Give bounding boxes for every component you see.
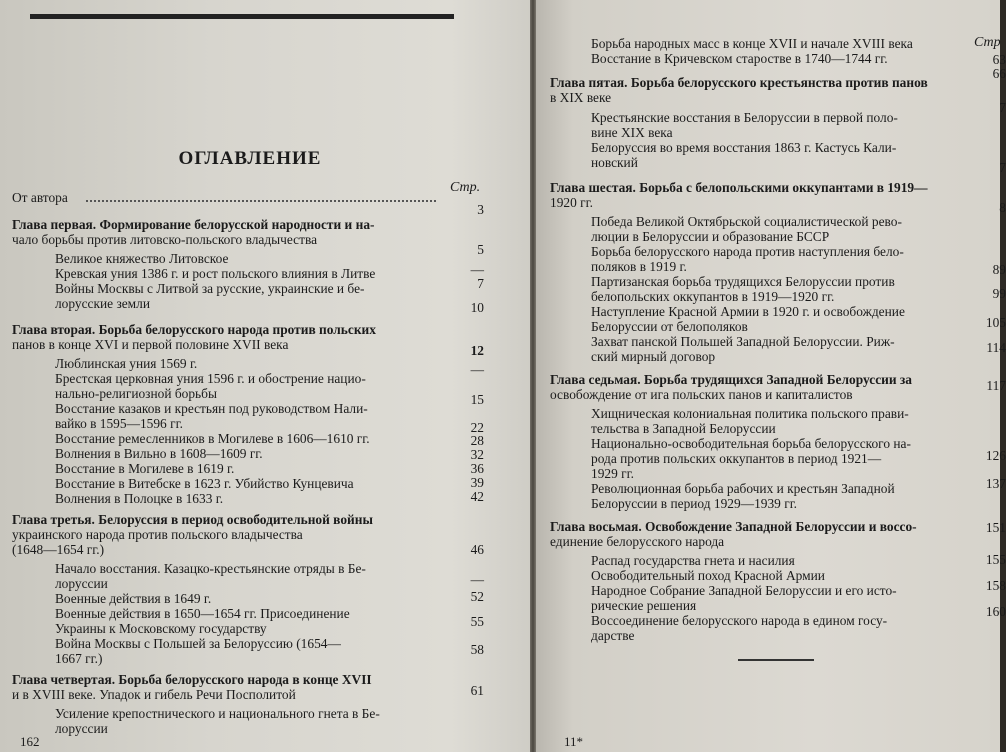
page-number: 58 <box>470 642 484 657</box>
page-number: 89 <box>992 262 1006 277</box>
chapter-5-label: Глава пятая. Борьба белорусского крестьянства против панов <box>550 75 928 90</box>
page-number: 5 <box>477 242 484 257</box>
toc-section[interactable]: Военные действия в 1649 г. <box>55 591 212 606</box>
page-number: 160 <box>985 604 1006 619</box>
page-number: 7 <box>999 100 1006 115</box>
toc-section-cont: новский <box>591 155 638 170</box>
toc-chapter-2-cont: панов в конце XVI и первой половине XVII века <box>12 337 289 352</box>
toc-chapter-8[interactable] <box>550 519 917 534</box>
toc-section[interactable]: Хищническая колониальная политика польского прави- <box>591 406 909 421</box>
leader-dots <box>86 200 436 202</box>
toc-section[interactable]: Восстание в Кричевском старостве в 1740—1744 гг. <box>591 51 888 66</box>
toc-section[interactable]: Волнения в Вильно в 1608—1609 гг. <box>55 446 263 461</box>
toc-section[interactable]: Освободительный поход Красной Армии <box>591 568 825 583</box>
page-number: 22 <box>470 420 484 435</box>
page-number: 28 <box>470 433 484 448</box>
toc-chapter-2[interactable] <box>12 322 376 337</box>
toc-section-cont: люции в Белоруссии и образование БССР <box>591 229 830 244</box>
toc-section[interactable]: Партизанская борьба трудящихся Белоруссии против <box>591 274 895 289</box>
toc-section[interactable]: Война Москвы с Польшей за Белоруссию (1654— <box>55 636 341 651</box>
page-number: 36 <box>470 461 484 476</box>
toc-section-cont: лорусские земли <box>55 296 150 311</box>
end-rule <box>738 659 814 661</box>
toc-chapter-1-cont: чало борьбы против литовско-польского владычества <box>12 232 318 247</box>
toc-chapter-4-cont: и в XVIII веке. Упадок и гибель Речи Посполитой <box>12 687 296 702</box>
toc-section-cont: дарстве <box>591 628 635 643</box>
toc-section[interactable]: Великое княжество Литовское <box>55 251 229 266</box>
toc-author-line[interactable]: От автора <box>12 190 68 205</box>
toc-section[interactable]: Крестьянские восстания в Белоруссии в первой поло- <box>591 110 898 125</box>
toc-chapter-5-cont: в XIX веке <box>550 90 612 105</box>
toc-section[interactable]: Воссоединение белорусского народа в едином госу- <box>591 613 888 628</box>
page-number: 61 <box>470 683 484 698</box>
toc-section[interactable]: Борьба народных масс в конце XVII и начале XVIII века <box>591 36 913 51</box>
page-number: 117 <box>986 378 1006 393</box>
toc-section-cont: тельства в Западной Белоруссии <box>591 421 776 436</box>
toc-section[interactable]: Войны Москвы с Литвой за русские, украинские и бе- <box>55 281 365 296</box>
page-column-header: Стр. <box>450 180 481 195</box>
toc-section-cont: лоруссии <box>55 721 108 736</box>
page-number: 105 <box>985 315 1006 330</box>
folio: 162 <box>20 734 40 749</box>
toc-section[interactable]: Наступление Красной Армии в 1920 г. и освобождение <box>591 304 905 319</box>
toc-section-cont: 1929 гг. <box>591 466 634 481</box>
toc-section[interactable]: Восстание ремесленников в Могилеве в 1606—1610 гг. <box>55 431 370 446</box>
toc-section-cont: нально-религиозной борьбы <box>55 386 217 401</box>
page-number: 137 <box>985 476 1006 491</box>
chapter-7-label: Глава седьмая. Борьба трудящихся Западной Белоруссии за <box>550 372 912 387</box>
toc-section-cont: Украины к Московскому государству <box>55 621 267 636</box>
toc-section[interactable]: Революционная борьба рабочих и крестьян Западной <box>591 481 895 496</box>
page-number: 42 <box>470 489 484 504</box>
page-number: 126 <box>985 448 1006 463</box>
chapter-6-label: Глава шестая. Борьба с белопольскими оккупантами в 1919— <box>550 180 928 195</box>
toc-section[interactable]: Борьба белорусского народа против наступления бело- <box>591 244 904 259</box>
right-page <box>536 0 1006 752</box>
top-rule <box>30 14 454 19</box>
page-number: 39 <box>470 475 484 490</box>
page-number: — <box>470 572 484 587</box>
toc-section-cont: вайко в 1595—1596 гг. <box>55 416 183 431</box>
toc-section[interactable]: Народное Собрание Западной Белоруссии и его исто- <box>591 583 897 598</box>
page-number: 52 <box>470 589 484 604</box>
toc-section-cont: рода против польских оккупантов в период 1921— <box>591 451 882 466</box>
page-number: 158 <box>985 578 1006 593</box>
page-number: 114 <box>986 340 1006 355</box>
toc-section[interactable]: Брестская церковная уния 1596 г. и обострение нацио- <box>55 371 366 386</box>
toc-section[interactable]: Захват панской Польшей Западной Белоруссии. Риж- <box>591 334 895 349</box>
page-number: 55 <box>470 614 484 629</box>
toc-chapter-5[interactable] <box>550 75 928 90</box>
toc-chapter-3-cont: (1648—1654 гг.) <box>12 542 105 557</box>
page-title: ОГЛАВЛЕНИЕ <box>178 148 322 169</box>
page-number: 7 <box>999 160 1006 175</box>
toc-section-cont: вине XIX века <box>591 125 673 140</box>
toc-section[interactable]: Усиление крепостнического и национального гнета в Бе- <box>55 706 380 721</box>
page-number: — <box>470 262 484 277</box>
page-number: 66 <box>992 66 1006 81</box>
page-number: 99 <box>992 286 1006 301</box>
chapter-8-label: Глава восьмая. Освобождение Западной Белоруссии и воссо- <box>550 519 917 534</box>
toc-section-cont: 1667 гг.) <box>55 651 103 666</box>
toc-section-cont: рические решения <box>591 598 697 613</box>
folio: 11* <box>564 734 584 749</box>
page-number: 7 <box>477 276 484 291</box>
toc-chapter-8-cont: единение белорусского народа <box>550 534 725 549</box>
toc-section[interactable]: Военные действия в 1650—1654 гг. Присоединение <box>55 606 350 621</box>
toc-chapter-7[interactable] <box>550 372 912 387</box>
page-number: 32 <box>470 447 484 462</box>
toc-chapter-1[interactable] <box>12 217 374 232</box>
toc-chapter-4[interactable] <box>12 672 372 687</box>
page-number: 8 <box>999 200 1006 215</box>
toc-chapter-3-cont: украинского народа против польского владычества <box>12 527 303 542</box>
toc-chapter-6[interactable] <box>550 180 928 195</box>
page-number: 151 <box>985 520 1006 535</box>
toc-chapter-3[interactable] <box>12 512 373 527</box>
chapter-3-label: Глава третья. Белоруссия в период освободительной войны <box>12 512 373 527</box>
toc-section-cont: ский мирный договор <box>591 349 716 364</box>
toc-chapter-7-cont: освобождение от ига польских панов и капиталистов <box>550 387 853 402</box>
toc-section[interactable]: Победа Великой Октябрьской социалистической рево- <box>591 214 902 229</box>
toc-section[interactable]: Распад государства гнета и насилия <box>591 553 795 568</box>
toc-section[interactable]: Восстание казаков и крестьян под руководством Нали- <box>55 401 368 416</box>
toc-section[interactable]: Люблинская уния 1569 г. <box>55 356 198 371</box>
toc-section-cont: поляков в 1919 г. <box>591 259 687 274</box>
toc-section[interactable]: Восстание в Могилеве в 1619 г. <box>55 461 235 476</box>
toc-chapter-6-cont: 1920 гг. <box>550 195 593 210</box>
toc-section-cont: Белоруссии в период 1929—1939 гг. <box>591 496 798 511</box>
toc-section[interactable]: Кревская уния 1386 г. и рост польского влияния в Литве <box>55 266 376 281</box>
page-number: 46 <box>470 542 484 557</box>
toc-section[interactable]: Волнения в Полоцке в 1633 г. <box>55 491 224 506</box>
toc-section-cont: лоруссии <box>55 576 108 591</box>
toc-section[interactable]: Национально-освободительная борьба белорусского на- <box>591 436 911 451</box>
page-number: 155 <box>985 552 1006 567</box>
page-number: — <box>470 362 484 377</box>
toc-section-cont: белопольских оккупантов в 1919—1920 гг. <box>591 289 835 304</box>
chapter-2-label: Глава вторая. Борьба белорусского народа против польских <box>12 322 376 337</box>
toc-section-cont: Белоруссии от белополяков <box>591 319 748 334</box>
toc-section[interactable]: Белоруссия во время восстания 1863 г. Кастусь Кали- <box>591 140 897 155</box>
page-number: 15 <box>470 392 484 407</box>
chapter-1-label: Глава первая. Формирование белорусской народности и на- <box>12 217 375 232</box>
page-number: 3 <box>477 202 484 217</box>
toc-section[interactable]: Начало восстания. Казацко-крестьянские отряды в Бе- <box>55 561 366 576</box>
page-number: 12 <box>470 343 484 358</box>
chapter-4-label: Глава четвертая. Борьба белорусского народа в конце XVII <box>12 672 372 687</box>
page-column-header: Стр <box>974 35 1001 50</box>
page-number: 63 <box>992 52 1006 67</box>
toc-section[interactable]: Восстание в Витебске в 1623 г. Убийство Кунцевича <box>55 476 354 491</box>
page-number: 10 <box>470 300 484 315</box>
